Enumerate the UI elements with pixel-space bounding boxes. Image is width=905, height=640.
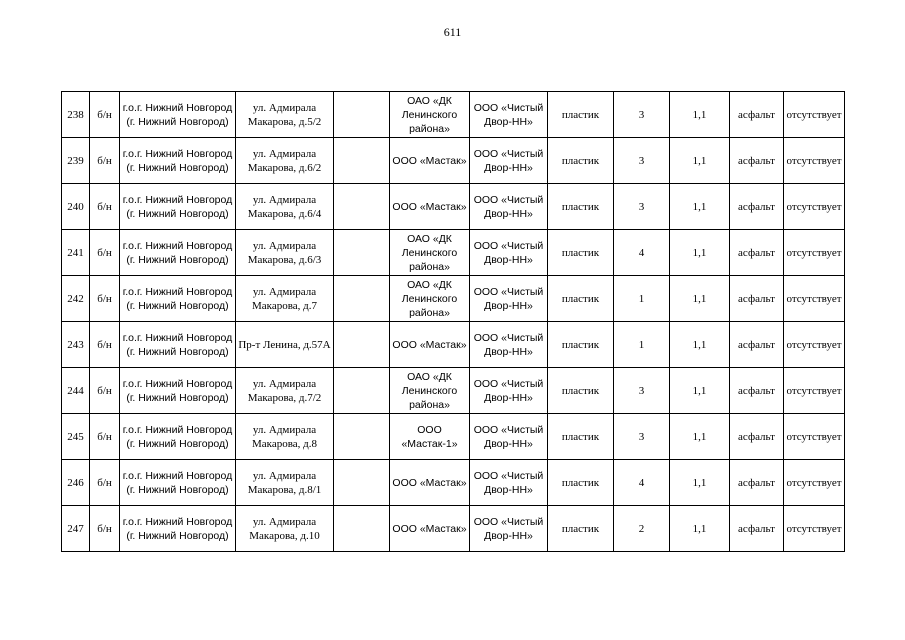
cell-settlement: г.о.г. Нижний Новгород (г. Нижний Новгород) — [120, 322, 236, 368]
cell-blank — [334, 184, 390, 230]
cell-fence: отсутствует — [784, 92, 845, 138]
cell-bn: б/н — [90, 460, 120, 506]
cell-fence: отсутствует — [784, 138, 845, 184]
cell-owner: ООО «Мастак» — [390, 184, 470, 230]
cell-operator: ООО «Чистый Двор-НН» — [470, 506, 548, 552]
cell-container-count: 2 — [614, 506, 670, 552]
cell-owner: ОАО «ДК Ленинского района» — [390, 92, 470, 138]
cell-surface: асфальт — [730, 230, 784, 276]
cell-container-volume: 1,1 — [670, 322, 730, 368]
cell-owner: ОАО «ДК Ленинского района» — [390, 276, 470, 322]
cell-settlement: г.о.г. Нижний Новгород (г. Нижний Новгород) — [120, 368, 236, 414]
cell-fence: отсутствует — [784, 414, 845, 460]
cell-blank — [334, 460, 390, 506]
cell-fence: отсутствует — [784, 184, 845, 230]
cell-number: 238 — [62, 92, 90, 138]
cell-operator: ООО «Чистый Двор-НН» — [470, 92, 548, 138]
table-row — [62, 506, 845, 552]
cell-container-volume: 1,1 — [670, 92, 730, 138]
cell-bn: б/н — [90, 230, 120, 276]
cell-bn: б/н — [90, 276, 120, 322]
cell-bn: б/н — [90, 138, 120, 184]
cell-fence: отсутствует — [784, 368, 845, 414]
cell-blank — [334, 276, 390, 322]
cell-surface: асфальт — [730, 92, 784, 138]
cell-address: ул. Адмирала Макарова, д.7 — [236, 276, 334, 322]
cell-material: пластик — [548, 92, 614, 138]
cell-container-volume: 1,1 — [670, 506, 730, 552]
cell-material: пластик — [548, 184, 614, 230]
cell-container-volume: 1,1 — [670, 368, 730, 414]
cell-material: пластик — [548, 414, 614, 460]
cell-surface: асфальт — [730, 276, 784, 322]
cell-container-volume: 1,1 — [670, 230, 730, 276]
container-site-table — [61, 91, 845, 552]
cell-address: ул. Адмирала Макарова, д.6/2 — [236, 138, 334, 184]
cell-owner: ОАО «ДК Ленинского района» — [390, 368, 470, 414]
cell-blank — [334, 506, 390, 552]
table-row — [62, 184, 845, 230]
page-number: 611 — [443, 25, 462, 39]
table-body — [62, 92, 845, 552]
cell-address: ул. Адмирала Макарова, д.8/1 — [236, 460, 334, 506]
cell-blank — [334, 322, 390, 368]
cell-operator: ООО «Чистый Двор-НН» — [470, 414, 548, 460]
cell-surface: асфальт — [730, 138, 784, 184]
cell-bn: б/н — [90, 414, 120, 460]
cell-container-count: 3 — [614, 138, 670, 184]
cell-owner: ООО «Мастак» — [390, 506, 470, 552]
cell-number: 246 — [62, 460, 90, 506]
cell-fence: отсутствует — [784, 230, 845, 276]
cell-number: 247 — [62, 506, 90, 552]
cell-settlement: г.о.г. Нижний Новгород (г. Нижний Новгород) — [120, 414, 236, 460]
cell-container-volume: 1,1 — [670, 138, 730, 184]
cell-number: 241 — [62, 230, 90, 276]
cell-address: Пр-т Ленина, д.57А — [236, 322, 334, 368]
cell-owner: ООО «Мастак» — [390, 460, 470, 506]
cell-operator: ООО «Чистый Двор-НН» — [470, 230, 548, 276]
cell-bn: б/н — [90, 184, 120, 230]
cell-container-volume: 1,1 — [670, 414, 730, 460]
cell-operator: ООО «Чистый Двор-НН» — [470, 138, 548, 184]
cell-owner: ООО «Мастак» — [390, 322, 470, 368]
table-row — [62, 276, 845, 322]
cell-container-volume: 1,1 — [670, 184, 730, 230]
cell-address: ул. Адмирала Макарова, д.10 — [236, 506, 334, 552]
cell-settlement: г.о.г. Нижний Новгород (г. Нижний Новгород) — [120, 138, 236, 184]
cell-number: 244 — [62, 368, 90, 414]
cell-material: пластик — [548, 230, 614, 276]
cell-owner: ООО «Мастак» — [390, 138, 470, 184]
cell-blank — [334, 414, 390, 460]
cell-address: ул. Адмирала Макарова, д.5/2 — [236, 92, 334, 138]
cell-address: ул. Адмирала Макарова, д.6/3 — [236, 230, 334, 276]
cell-container-count: 3 — [614, 92, 670, 138]
cell-material: пластик — [548, 368, 614, 414]
cell-fence: отсутствует — [784, 322, 845, 368]
cell-container-count: 1 — [614, 276, 670, 322]
table-row — [62, 138, 845, 184]
cell-surface: асфальт — [730, 322, 784, 368]
cell-blank — [334, 138, 390, 184]
cell-material: пластик — [548, 138, 614, 184]
cell-fence: отсутствует — [784, 506, 845, 552]
cell-operator: ООО «Чистый Двор-НН» — [470, 460, 548, 506]
cell-number: 240 — [62, 184, 90, 230]
cell-material: пластик — [548, 276, 614, 322]
cell-address: ул. Адмирала Макарова, д.8 — [236, 414, 334, 460]
cell-operator: ООО «Чистый Двор-НН» — [470, 368, 548, 414]
cell-number: 242 — [62, 276, 90, 322]
cell-blank — [334, 92, 390, 138]
table-row — [62, 92, 845, 138]
cell-settlement: г.о.г. Нижний Новгород (г. Нижний Новгород) — [120, 276, 236, 322]
cell-number: 239 — [62, 138, 90, 184]
cell-surface: асфальт — [730, 414, 784, 460]
cell-operator: ООО «Чистый Двор-НН» — [470, 184, 548, 230]
cell-material: пластик — [548, 460, 614, 506]
cell-container-count: 4 — [614, 230, 670, 276]
cell-material: пластик — [548, 322, 614, 368]
cell-container-volume: 1,1 — [670, 276, 730, 322]
cell-blank — [334, 368, 390, 414]
cell-settlement: г.о.г. Нижний Новгород (г. Нижний Новгород) — [120, 230, 236, 276]
cell-blank — [334, 230, 390, 276]
cell-bn: б/н — [90, 92, 120, 138]
cell-container-count: 1 — [614, 322, 670, 368]
cell-surface: асфальт — [730, 368, 784, 414]
cell-operator: ООО «Чистый Двор-НН» — [470, 276, 548, 322]
cell-container-volume: 1,1 — [670, 460, 730, 506]
cell-fence: отсутствует — [784, 460, 845, 506]
cell-container-count: 4 — [614, 460, 670, 506]
table-row — [62, 322, 845, 368]
cell-surface: асфальт — [730, 184, 784, 230]
cell-fence: отсутствует — [784, 276, 845, 322]
cell-number: 243 — [62, 322, 90, 368]
cell-bn: б/н — [90, 506, 120, 552]
cell-surface: асфальт — [730, 506, 784, 552]
cell-settlement: г.о.г. Нижний Новгород (г. Нижний Новгород) — [120, 460, 236, 506]
cell-number: 245 — [62, 414, 90, 460]
cell-bn: б/н — [90, 322, 120, 368]
cell-bn: б/н — [90, 368, 120, 414]
table-row — [62, 368, 845, 414]
table-row — [62, 414, 845, 460]
cell-operator: ООО «Чистый Двор-НН» — [470, 322, 548, 368]
cell-container-count: 3 — [614, 184, 670, 230]
cell-material: пластик — [548, 506, 614, 552]
cell-settlement: г.о.г. Нижний Новгород (г. Нижний Новгород) — [120, 184, 236, 230]
cell-owner: ОАО «ДК Ленинского района» — [390, 230, 470, 276]
cell-container-count: 3 — [614, 414, 670, 460]
cell-address: ул. Адмирала Макарова, д.7/2 — [236, 368, 334, 414]
table-row — [62, 230, 845, 276]
cell-surface: асфальт — [730, 460, 784, 506]
cell-container-count: 3 — [614, 368, 670, 414]
cell-owner: ООО «Мастак-1» — [390, 414, 470, 460]
table-row — [62, 460, 845, 506]
cell-address: ул. Адмирала Макарова, д.6/4 — [236, 184, 334, 230]
cell-settlement: г.о.г. Нижний Новгород (г. Нижний Новгород) — [120, 506, 236, 552]
cell-settlement: г.о.г. Нижний Новгород (г. Нижний Новгород) — [120, 92, 236, 138]
